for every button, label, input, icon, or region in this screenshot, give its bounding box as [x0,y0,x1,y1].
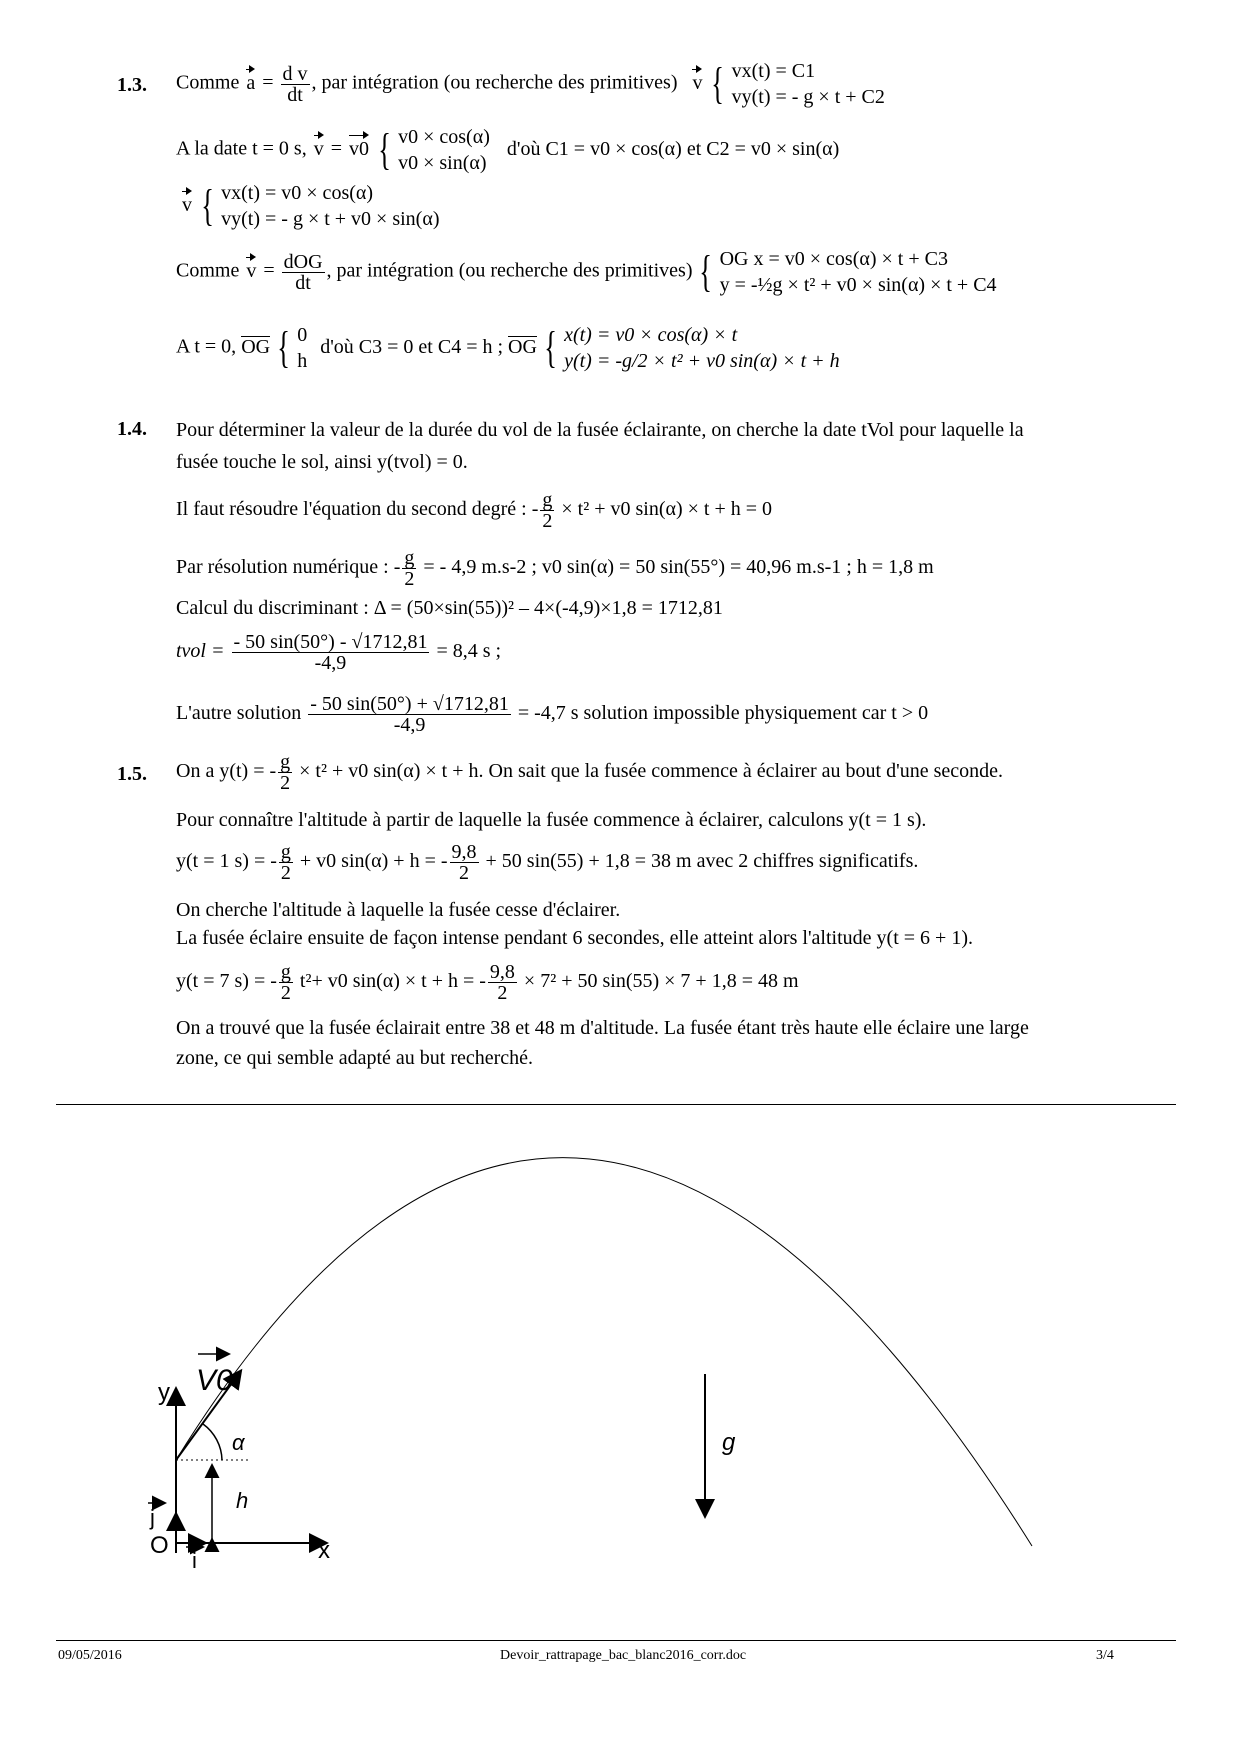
s15-line1 [176,752,1003,793]
par-integration-text: , par intégration (ou recherche des primitives) [326,259,693,282]
s14-line1: Pour déterminer la valeur de la durée du vol de la fusée éclairante, on cherche la date tVol pour laquelle la [176,419,1024,441]
frac-num: g [280,841,291,863]
frac-sol1 [232,632,430,673]
l1a: On a y(t) = - [176,760,277,783]
label-g: g [722,1429,736,1456]
l4b: = - 4,9 m.s-2 ; v0 sin(α) = 50 sin(55°) = 40,96 m.s-1 ; h = 1,8 m [423,556,934,579]
brace: { [201,181,214,230]
eq: = [262,71,274,94]
xt: x(t) = v0 × cos(α) × t [564,324,738,346]
vector-og: OG [241,335,271,358]
brace: { [544,323,557,372]
l6a: y(t = 7 s) = - [176,970,277,993]
s13-line2 [176,124,839,176]
s15-line4: On cherche l'altitude à laquelle la fusée cesse d'éclairer. [176,899,621,921]
system-v0 [398,124,490,176]
og-x: OG x = v0 × cos(α) × t + C3 [719,248,948,270]
frac-num: g [280,751,291,773]
frac-98-2 [488,962,517,1003]
vy-full: vy(t) = - g × t + v0 × sin(α) [221,208,440,230]
s15-line5: La fusée éclaire ensuite de façon intense pendant 6 secondes, elle atteint alors l'altitude y(t = 6 + 1). [176,927,973,949]
label-v0: V0 [196,1364,233,1397]
l1b: × t² + v0 sin(α) × t + h. On sait que la fusée commence à éclairer au bout d'une seconde. [299,760,1003,783]
alpha-arc [203,1424,222,1460]
frac-g-2 [278,752,292,793]
frac-g-2 [279,842,293,883]
frac-den: -4,9 [393,714,426,736]
vy-c2: vy(t) = - g × t + C2 [731,86,885,108]
frac-num: g [542,489,553,511]
sol1-res: = 8,4 s ; [436,640,502,663]
dou-c1-c2: d'où C1 = v0 × cos(α) et C2 = v0 × sin(α) [506,137,840,160]
label-alpha: α [232,1430,245,1455]
frac-num: 9,8 [451,841,477,863]
frac-g-2 [279,962,293,1003]
frac-g-2 [540,490,554,531]
frac-98-2 [450,842,479,883]
v0sin: v0 × sin(α) [398,152,487,174]
s13-line3 [180,180,439,232]
trajectory-curve [176,1158,1032,1546]
tvol: tvol = [176,640,225,663]
system-og [720,246,997,298]
s14-line5: Calcul du discriminant : Δ = (50×sin(55))² – 4×(-4,9)×1,8 = 1712,81 [176,597,723,619]
frac-den: 2 [497,982,508,1004]
system-og-final [564,322,840,374]
s14-line7 [176,694,928,735]
frac-num: - 50 sin(50°) - √1712,81 [233,631,428,653]
section-number-1-5: 1.5. [117,763,147,785]
label-h: h [236,1488,249,1513]
footer-rule [56,1640,1176,1641]
a-t0: A t = 0, [176,335,237,358]
s14-line4 [176,548,934,589]
section-number-1-3: 1.3. [117,74,147,96]
label-y: y [158,1379,170,1406]
frac-den: 2 [459,862,470,884]
autre: L'autre solution [176,702,302,725]
frac-den: -4,9 [314,652,347,674]
footer-date: 09/05/2016 [58,1648,122,1663]
s13-line1 [176,58,885,110]
frac-num: dOG [283,250,323,273]
l3b: + v0 sin(α) + h = - [299,850,448,873]
separator-rule [56,1104,1176,1105]
og0-b: h [297,350,308,372]
frac-num: - 50 sin(50°) + √1712,81 [310,693,509,715]
frac-num: g [404,547,415,569]
trajectory-figure [0,1110,1240,1670]
footer-page: 3/4 [1096,1648,1114,1663]
section-number-1-4: 1.4. [117,418,147,440]
system-og0 [297,322,307,374]
frac-den: dt [295,271,311,294]
v0cos: v0 × cos(α) [398,126,490,148]
brace: { [699,247,713,296]
l3b: × t² + v0 sin(α) × t + h = 0 [561,498,773,521]
s13-line4 [176,246,997,298]
fraction-dOG-dt [282,252,325,293]
l6c: × 7² + 50 sin(55) × 7 + 1,8 = 48 m [523,970,799,993]
brace: { [711,59,725,108]
frac-den: dt [287,83,303,106]
vector-og: OG [508,335,537,358]
frac-g-2 [402,548,416,589]
brace: { [378,125,391,174]
eq: = [263,259,275,282]
s14-line2: fusée touche le sol, ainsi y(tvol) = 0. [176,451,468,473]
frac-num: d v [282,62,308,85]
a-la-date: A la date t = 0 s, [176,137,307,160]
frac-den: 2 [280,982,291,1004]
vx-c1: vx(t) = C1 [731,60,816,82]
frac-den: 2 [280,772,291,794]
vector-v: v [246,255,256,283]
vector-v0: v0 [349,133,369,161]
vector-a: a [246,67,255,95]
frac-den: 2 [404,568,415,590]
l4a: Par résolution numérique : - [176,556,401,579]
s13-line5 [176,322,840,374]
label-x: x [318,1537,330,1564]
s14-line3 [176,490,772,531]
eq: = [330,137,342,160]
vector-v: v [692,67,702,95]
system-v-c [732,58,885,110]
l3a: y(t = 1 s) = - [176,850,277,873]
par-integration-text: , par intégration (ou recherche des primitives) [311,71,678,94]
dou-c3-c4: d'où C3 = 0 et C4 = h ; [320,335,504,358]
s15-line6 [176,962,799,1003]
frac-sol2 [308,694,511,735]
s13-comme-2: Comme [176,259,240,282]
s15-line2: Pour connaître l'altitude à partir de laquelle la fusée commence à éclairer, calculons y(t = 1 s). [176,809,927,831]
frac-num: g [280,961,291,983]
yt: y(t) = -g/2 × t² + v0 sin(α) × t + h [564,350,840,372]
label-i: i [192,1548,197,1573]
og0-a: 0 [297,324,308,346]
brace: { [277,323,290,372]
vector-v: v [314,133,324,161]
s13-comme: Comme [176,71,240,94]
footer-filename: Devoir_rattrapage_bac_blanc2016_corr.doc [500,1648,747,1663]
s15-line7: On a trouvé que la fusée éclairait entre 38 et 48 m d'altitude. La fusée étant très haute elle éclaire une large [176,1017,1029,1039]
fraction-dv-dt [281,64,310,105]
sol2-res: = -4,7 s solution impossible physiquement car t > 0 [517,702,929,725]
s15-line3 [176,842,918,883]
og-y: y = -½g × t² + v0 × sin(α) × t + C4 [719,274,997,296]
vx-full: vx(t) = v0 × cos(α) [221,182,374,204]
frac-den: 2 [542,510,553,532]
l6b: t²+ v0 sin(α) × t + h = - [299,970,486,993]
l3a: Il faut résoudre l'équation du second degré : - [176,498,539,521]
l3c: + 50 sin(55) + 1,8 = 38 m avec 2 chiffres significatifs. [485,850,919,873]
label-j: j [150,1505,155,1530]
label-o: O [150,1532,169,1559]
s15-line8: zone, ce qui semble adapté au but recherché. [176,1047,534,1069]
system-v-full [221,180,439,232]
vector-v: v [182,189,192,217]
frac-den: 2 [280,862,291,884]
frac-num: 9,8 [489,961,515,983]
s14-line6 [176,632,501,673]
